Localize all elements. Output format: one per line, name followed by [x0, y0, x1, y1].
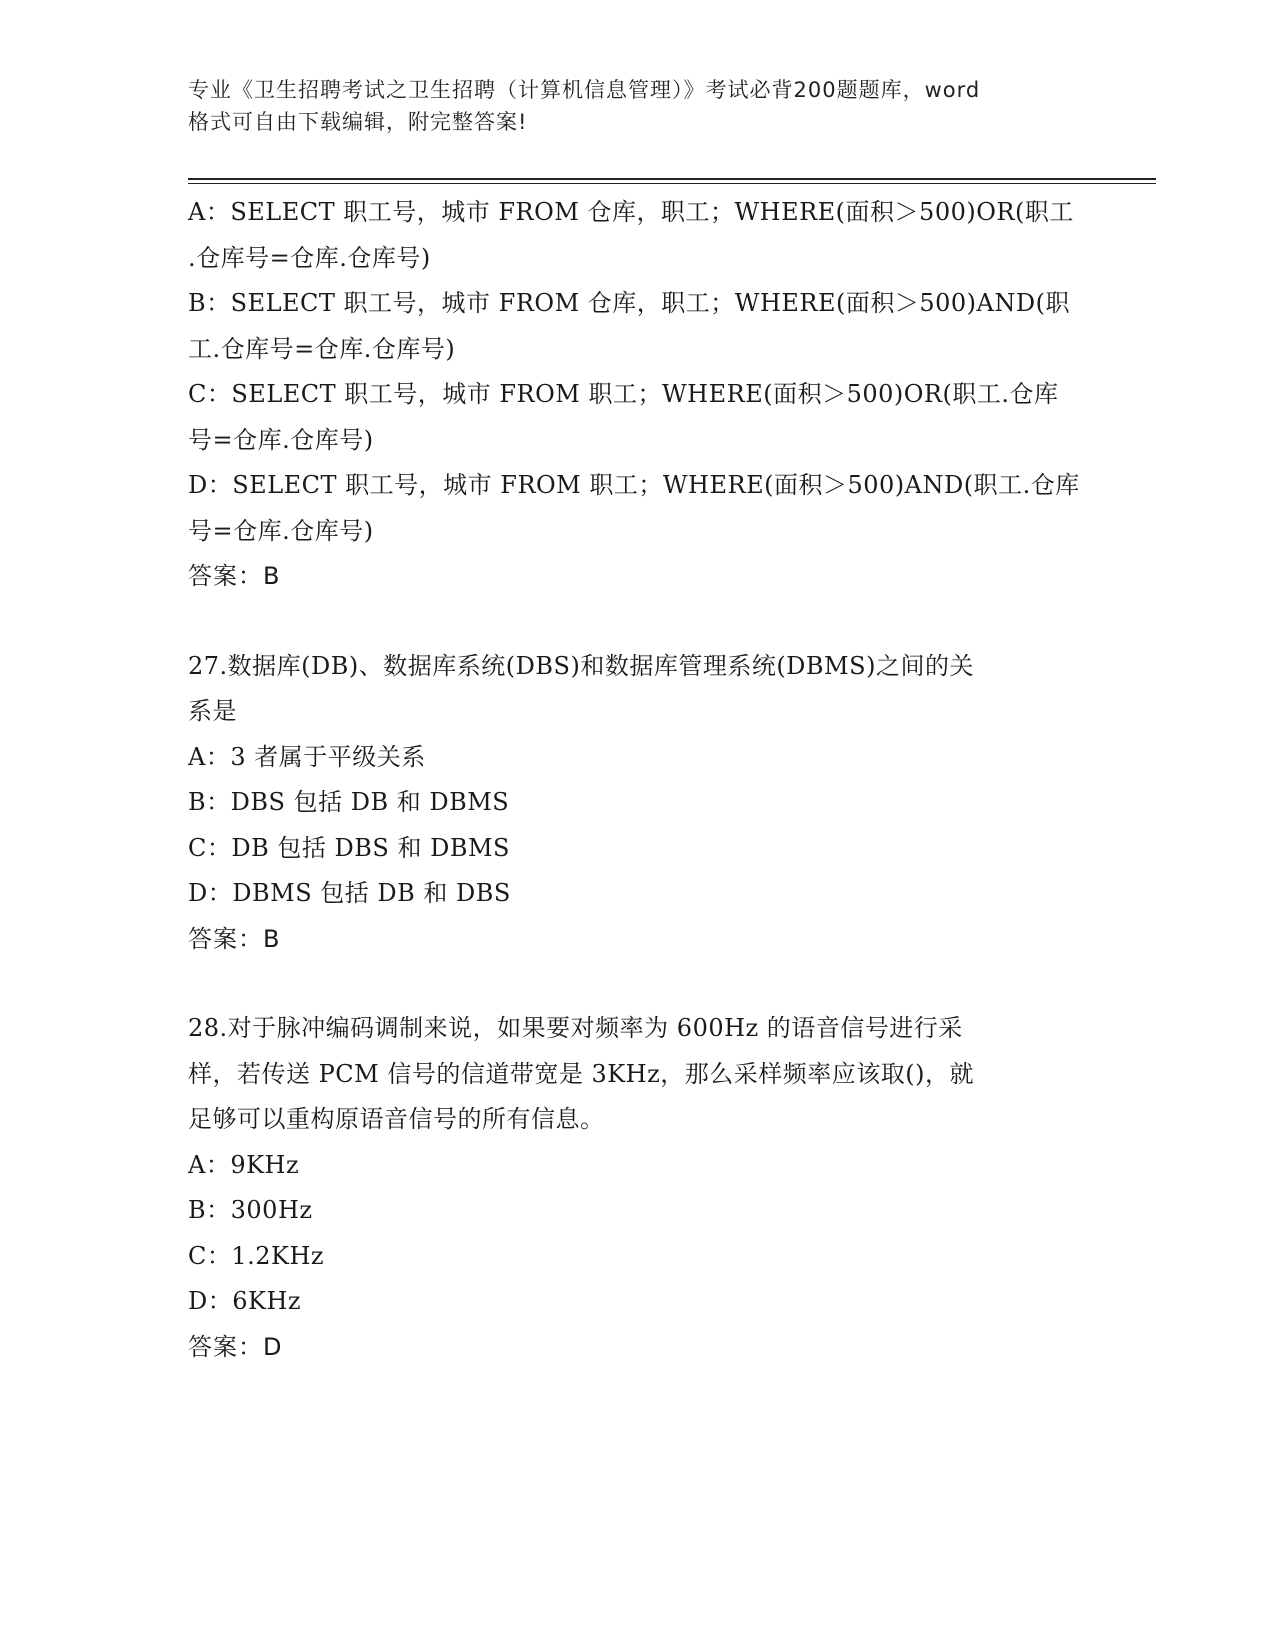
spacer: [188, 600, 1088, 644]
q26-option-c-line-2: 号=仓库.仓库号): [188, 425, 374, 454]
question-26-options: [188, 190, 1088, 600]
q28-stem-line-3: 足够可以重构原语音信号的所有信息。: [188, 1105, 605, 1133]
q28-option-a: A：9KHz: [188, 1150, 300, 1179]
question-28: [188, 1006, 1088, 1370]
q26-option-a-line-1: A：SELECT 职工号，城市 FROM 仓库，职工；WHERE(面积＞500)OR(职工: [188, 198, 1074, 226]
q26-option-b-line-2: 工.仓库号=仓库.仓库号): [188, 334, 456, 363]
q26-option-b-line-1: B：SELECT 职工号，城市 FROM 仓库，职工；WHERE(面积＞500)AND(职: [188, 289, 1070, 317]
q27-option-a: A：3 者属于平级关系: [188, 742, 426, 771]
document-header: [188, 74, 1088, 138]
q26-option-a-line-2: .仓库号=仓库.仓库号): [188, 243, 431, 272]
q26-option-d-line-2: 号=仓库.仓库号): [188, 516, 374, 545]
q27-option-b: B：DBS 包括 DB 和 DBMS: [188, 788, 510, 816]
question-27: [188, 644, 1088, 963]
spacer: [188, 962, 1088, 1006]
q26-option-d-line-1: D：SELECT 职工号，城市 FROM 职工；WHERE(面积＞500)AND(职工.仓库: [188, 471, 1080, 499]
q28-option-d: D：6KHz: [188, 1287, 302, 1315]
header-title-line-2: 格式可自由下载编辑，附完整答案!: [188, 110, 528, 134]
q28-option-b: B：300Hz: [188, 1196, 313, 1224]
q27-stem-line-1: 27.数据库(DB)、数据库系统(DBS)和数据库管理系统(DBMS)之间的关: [188, 651, 974, 680]
header-divider-thick: [188, 178, 1156, 180]
q28-stem-line-2: 样，若传送 PCM 信号的信道带宽是 3KHz，那么采样频率应该取()，就: [188, 1059, 974, 1088]
q27-stem-line-2: 系是: [188, 697, 237, 725]
q28-answer: 答案：D: [188, 1332, 283, 1361]
q27-option-c: C：DB 包括 DBS 和 DBMS: [188, 833, 510, 862]
q26-answer: 答案：B: [188, 562, 281, 590]
header-title-line-1: 专业《卫生招聘考试之卫生招聘（计算机信息管理）》考试必背200题题库，word: [188, 78, 981, 102]
q28-stem-line-1: 28.对于脉冲编码调制来说，如果要对频率为 600Hz 的语音信号进行采: [188, 1014, 963, 1042]
q27-answer: 答案：B: [188, 924, 281, 953]
q28-option-c: C：1.2KHz: [188, 1241, 325, 1270]
question-content: [188, 190, 1088, 1370]
header-divider-thin: [188, 183, 1156, 184]
q27-option-d: D：DBMS 包括 DB 和 DBS: [188, 879, 511, 907]
q26-option-c-line-1: C：SELECT 职工号，城市 FROM 职工；WHERE(面积＞500)OR(职工.仓库: [188, 380, 1059, 408]
